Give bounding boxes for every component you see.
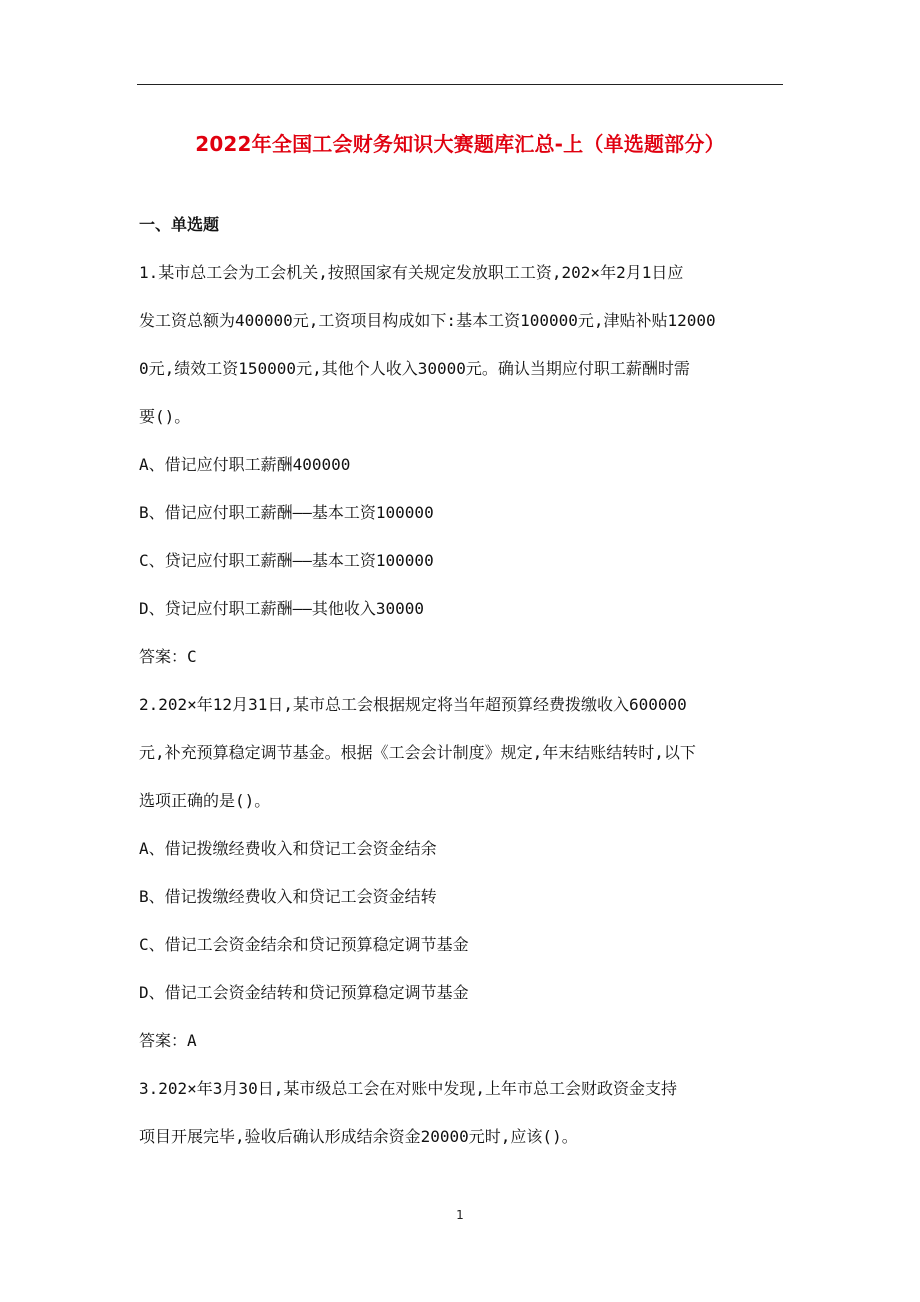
question-2-answer: 答案：A	[139, 1031, 197, 1050]
section-heading: 一、单选题	[139, 215, 220, 234]
page-number: 1	[456, 1208, 464, 1222]
question-3-stem-line-1: 3.202×年3月30日,某市级总工会在对账中发现,上年市总工会财政资金支持	[139, 1079, 677, 1098]
question-2-option-a: A、借记拨缴经费收入和贷记工会资金结余	[139, 839, 437, 858]
question-1-option-d: D、贷记应付职工薪酬——其他收入30000	[139, 599, 425, 618]
question-2-stem-line-2: 元,补充预算稳定调节基金。根据《工会会计制度》规定,年末结账结转时,以下	[139, 743, 696, 762]
question-2-stem-line-3: 选项正确的是()。	[139, 791, 271, 810]
question-2-stem-line-1: 2.202×年12月31日,某市总工会根据规定将当年超预算经费拨缴收入600000	[139, 695, 687, 714]
question-1-option-c: C、贷记应付职工薪酬——基本工资100000	[139, 551, 434, 570]
question-1-option-a: A、借记应付职工薪酬400000	[139, 455, 351, 474]
question-1-stem-line-1: 1.某市总工会为工会机关,按照国家有关规定发放职工工资,202×年2月1日应	[139, 263, 684, 282]
question-2-option-d: D、借记工会资金结转和贷记预算稳定调节基金	[139, 983, 469, 1002]
question-1-answer: 答案：C	[139, 647, 197, 666]
question-1-option-b: B、借记应付职工薪酬——基本工资100000	[139, 503, 434, 522]
header-rule	[137, 84, 783, 85]
question-3-stem-line-2: 项目开展完毕,验收后确认形成结余资金20000元时,应该()。	[139, 1127, 578, 1146]
question-2-option-c: C、借记工会资金结余和贷记预算稳定调节基金	[139, 935, 469, 954]
question-1-stem-line-3: 0元,绩效工资150000元,其他个人收入30000元。确认当期应付职工薪酬时需	[139, 359, 690, 378]
document-title: 2022年全国工会财务知识大赛题库汇总-上（单选题部分）	[195, 132, 725, 156]
question-1-stem-line-2: 发工资总额为400000元,工资项目构成如下:基本工资100000元,津贴补贴12000	[139, 311, 716, 330]
question-1-stem-line-4: 要()。	[139, 407, 191, 426]
question-2-option-b: B、借记拨缴经费收入和贷记工会资金结转	[139, 887, 437, 906]
